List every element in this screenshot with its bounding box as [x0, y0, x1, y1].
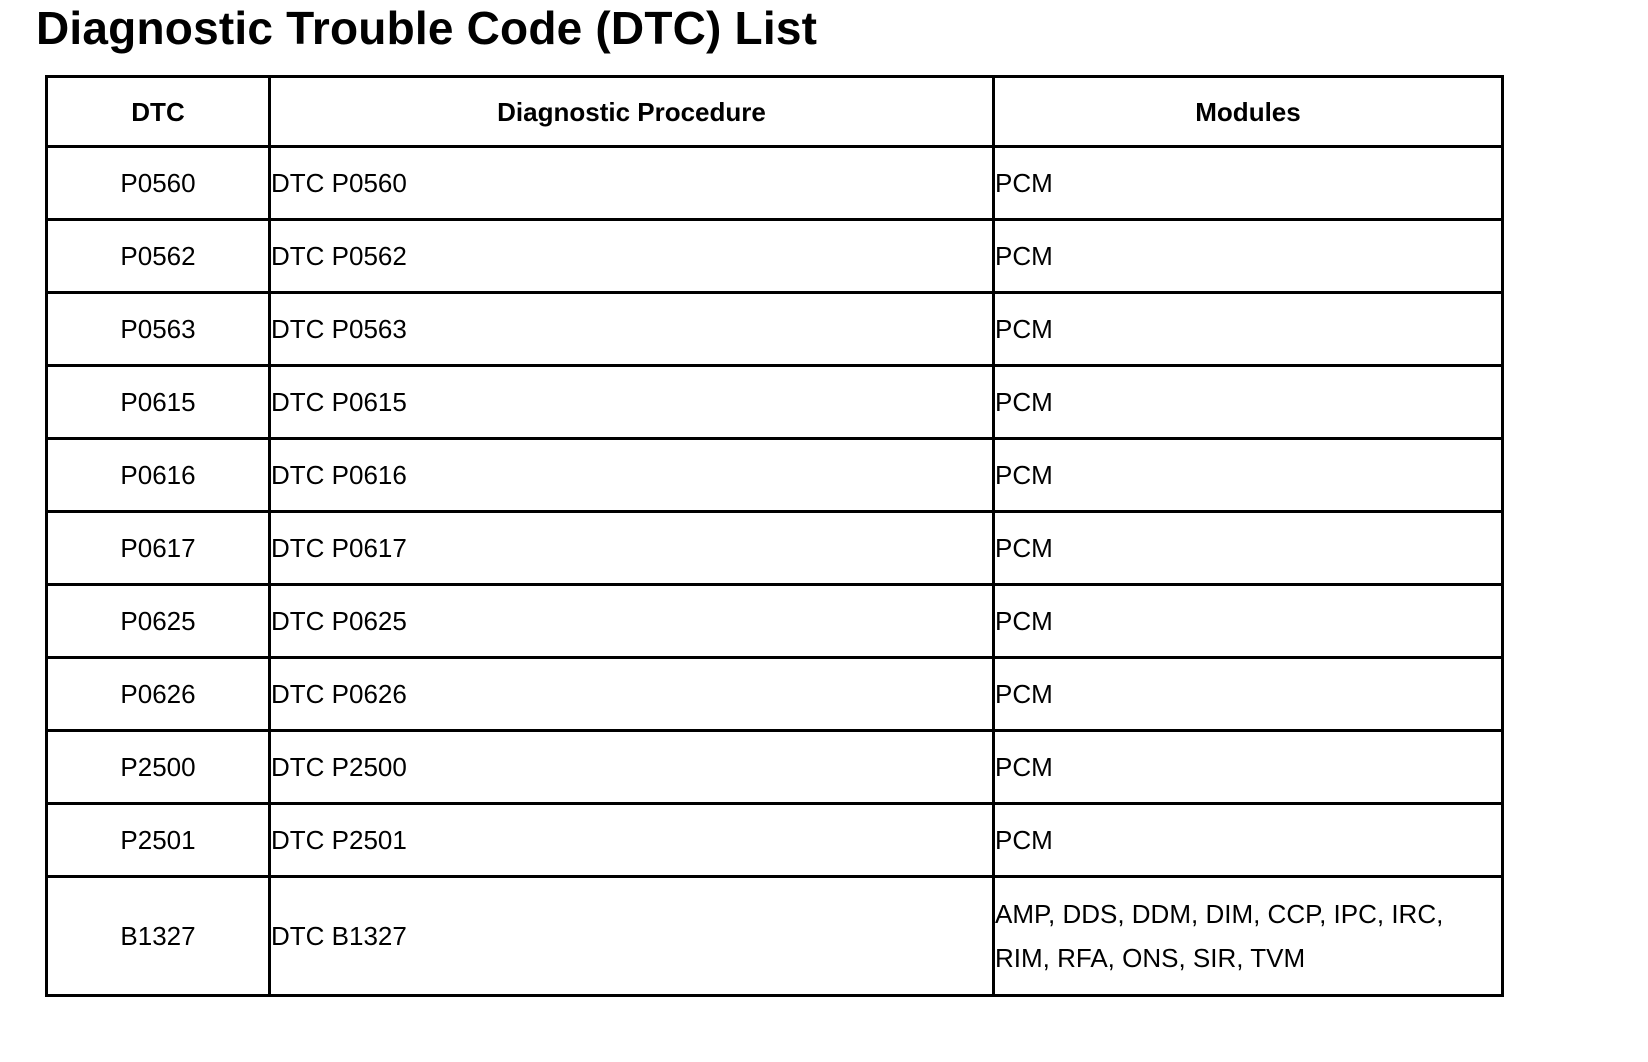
- header-dtc: DTC: [47, 77, 270, 147]
- modules-cell: AMP, DDS, DDM, DIM, CCP, IPC, IRC, RIM, RFA, ONS, SIR, TVM: [994, 877, 1503, 996]
- dtc-code-cell: P0615: [47, 366, 270, 439]
- dtc-code-cell: P2501: [47, 804, 270, 877]
- modules-cell: PCM: [994, 439, 1503, 512]
- table-row: [47, 512, 1503, 585]
- dtc-code-cell: P0616: [47, 439, 270, 512]
- dtc-code-cell: P0617: [47, 512, 270, 585]
- modules-cell: PCM: [994, 804, 1503, 877]
- table-row: [47, 877, 1503, 996]
- dtc-table: [45, 75, 1504, 997]
- procedure-cell: DTC P0563: [270, 293, 994, 366]
- table-row: [47, 366, 1503, 439]
- header-modules: Modules: [994, 77, 1503, 147]
- modules-cell: PCM: [994, 658, 1503, 731]
- dtc-code-cell: P0626: [47, 658, 270, 731]
- procedure-cell: DTC P0617: [270, 512, 994, 585]
- table-row: [47, 293, 1503, 366]
- dtc-code-cell: P2500: [47, 731, 270, 804]
- dtc-code-cell: B1327: [47, 877, 270, 996]
- dtc-code-cell: P0625: [47, 585, 270, 658]
- page-title: Diagnostic Trouble Code (DTC) List: [36, 2, 818, 54]
- header-procedure: Diagnostic Procedure: [270, 77, 994, 147]
- table-row: [47, 731, 1503, 804]
- procedure-cell: DTC B1327: [270, 877, 994, 996]
- procedure-cell: DTC P0560: [270, 147, 994, 220]
- dtc-code-cell: P0562: [47, 220, 270, 293]
- modules-cell: PCM: [994, 366, 1503, 439]
- modules-cell: PCM: [994, 147, 1503, 220]
- procedure-cell: DTC P0625: [270, 585, 994, 658]
- table-row: [47, 658, 1503, 731]
- table-row: [47, 585, 1503, 658]
- procedure-cell: DTC P0616: [270, 439, 994, 512]
- modules-cell: PCM: [994, 293, 1503, 366]
- procedure-cell: DTC P2500: [270, 731, 994, 804]
- procedure-cell: DTC P0626: [270, 658, 994, 731]
- dtc-code-cell: P0563: [47, 293, 270, 366]
- procedure-cell: DTC P0615: [270, 366, 994, 439]
- table-row: [47, 804, 1503, 877]
- modules-cell: PCM: [994, 220, 1503, 293]
- procedure-cell: DTC P2501: [270, 804, 994, 877]
- modules-cell: PCM: [994, 512, 1503, 585]
- table-row: [47, 147, 1503, 220]
- table-row: [47, 220, 1503, 293]
- modules-cell: PCM: [994, 585, 1503, 658]
- procedure-cell: DTC P0562: [270, 220, 994, 293]
- modules-cell: PCM: [994, 731, 1503, 804]
- table-row: [47, 439, 1503, 512]
- dtc-code-cell: P0560: [47, 147, 270, 220]
- table-header-row: [47, 77, 1503, 147]
